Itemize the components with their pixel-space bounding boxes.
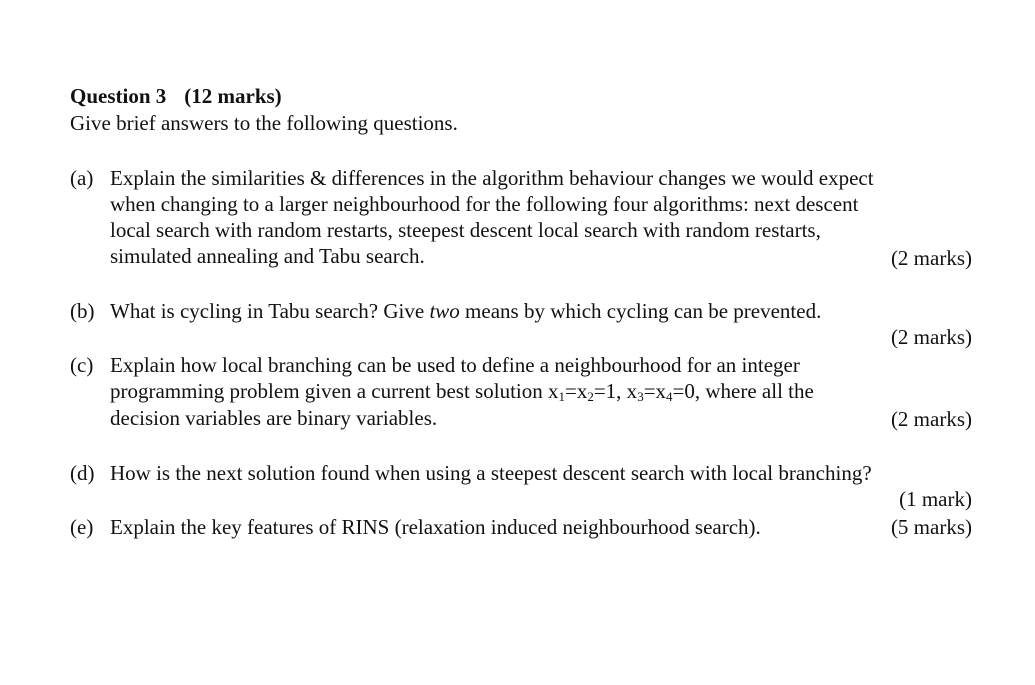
subscript-2: 2 xyxy=(587,389,594,404)
item-c-label: (c) xyxy=(70,353,94,377)
item-c-line-2-start: programming problem given a current best solution x xyxy=(110,379,559,403)
item-e xyxy=(70,514,972,544)
item-d-label: (d) xyxy=(70,461,95,485)
item-a-label: (a) xyxy=(70,166,94,190)
item-b-text xyxy=(110,298,821,325)
item-b xyxy=(70,298,972,354)
item-a xyxy=(70,165,972,275)
subscript-3: 3 xyxy=(637,389,644,404)
equation-part-2: =1, x xyxy=(593,379,638,403)
item-d-marks: (1 mark) xyxy=(899,487,972,511)
item-c-line-2-end: =0, where all the xyxy=(672,379,814,403)
item-e-marks: (5 marks) xyxy=(890,515,972,539)
item-a-marks: (2 marks) xyxy=(890,246,972,270)
item-c-marks: (2 marks) xyxy=(890,407,972,431)
question-title: Question 3 xyxy=(70,84,167,108)
item-b-text-start: What is cycling in Tabu search? Give xyxy=(110,299,430,323)
item-b-emphasis: two xyxy=(429,299,460,323)
equation-part-1: =x xyxy=(565,379,588,403)
question-intro: Give brief answers to the following questions. xyxy=(70,111,458,135)
item-b-marks: (2 marks) xyxy=(890,325,972,349)
item-e-text: Explain the key features of RINS (relaxation induced neighbourhood search). xyxy=(110,515,761,539)
item-b-text-end: means by which cycling can be prevented. xyxy=(459,299,822,323)
item-d-text: How is the next solution found when using a steepest descent search with local branching? xyxy=(110,461,872,485)
item-c-line-3: decision variables are binary variables. xyxy=(110,406,438,430)
equation-part-3: =x xyxy=(643,379,667,403)
item-a-line-1: Explain the similarities & differences in the algorithm behaviour changes we would expect xyxy=(110,166,874,190)
item-a-line-2: when changing to a larger neighbourhood for the following four algorithms: next descent xyxy=(110,192,859,216)
subscript-1: 1 xyxy=(558,389,565,404)
item-a-line-3: local search with random restarts, steepest descent local search with random restarts, xyxy=(110,218,821,242)
item-e-label: (e) xyxy=(70,515,94,539)
item-c xyxy=(70,352,972,434)
question-heading xyxy=(70,84,282,109)
item-a-line-4: simulated annealing and Tabu search. xyxy=(110,244,425,268)
item-b-label: (b) xyxy=(70,299,95,323)
item-d xyxy=(70,460,972,516)
subscript-4: 4 xyxy=(666,389,673,404)
item-c-line-2 xyxy=(110,378,814,405)
item-c-line-1: Explain how local branching can be used to define a neighbourhood for an integer xyxy=(110,353,800,377)
question-total-marks: (12 marks) xyxy=(184,84,282,108)
